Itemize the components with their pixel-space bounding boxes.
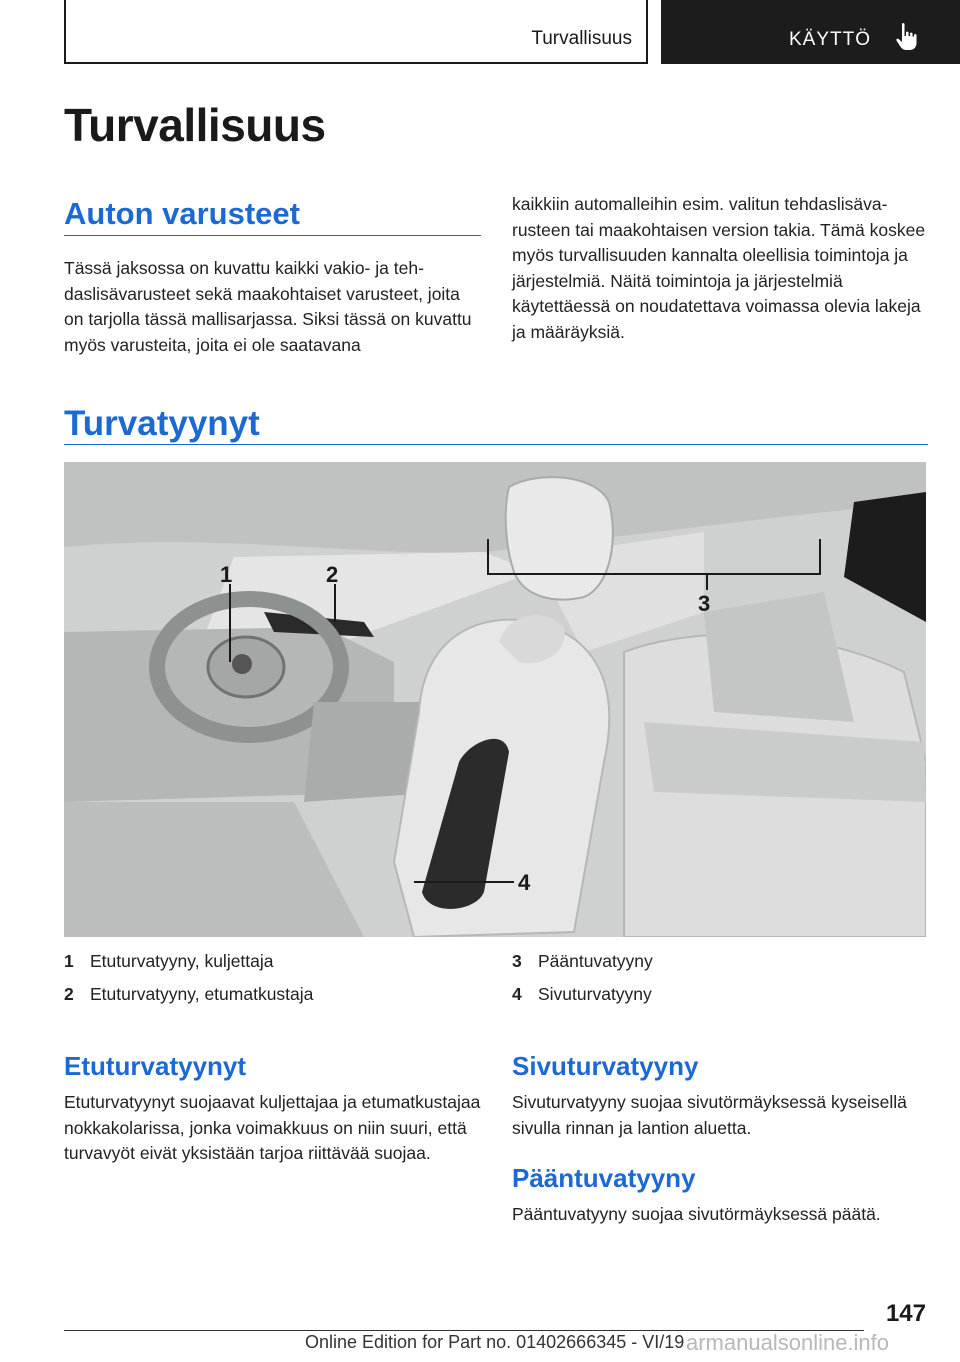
side-airbag-paragraph: Sivuturvatyyny suojaa sivutörmäyksessä kyseisellä sivulla rinnan ja lantion aluetta. — [512, 1092, 907, 1138]
airbag-locations-figure — [64, 462, 926, 937]
front-airbags-heading: Etuturvatyynyt — [64, 1051, 247, 1081]
caption-text: Sivuturvatyyny — [538, 984, 652, 1004]
airbags-heading: Turvatyynyt — [64, 404, 260, 443]
header-chapter-label: KÄYTTÖ — [789, 29, 872, 50]
head-airbag-heading: Pääntuvatyyny — [512, 1163, 696, 1193]
caption-text: Etuturvatyyny, etumatkustaja — [90, 984, 314, 1004]
figure-label-2: 2 — [326, 562, 339, 587]
caption-number: 4 — [512, 984, 522, 1004]
caption-text: Etuturvatyyny, kuljettaja — [90, 951, 274, 971]
equipment-paragraph-left: Tässä jaksossa on kuvattu kaikki vakio- ja tehdaslisävarusteet sekä maakohtaiset varusteet, joita on tarjolla tässä mallisarjassa. Siksi tässä on kuvattu myös varusteita, joita ei ole saatavana — [64, 258, 472, 355]
front-airbags-paragraph: Etuturvatyynyt suojaavat kuljettajaa ja etumatkustajaa nokkakolarissa, jonka voimakkuus on niin suuri, että turvavyöt eivät yksistään tarjoa riittävää suojaa. — [64, 1092, 481, 1163]
pointing-hand-icon — [894, 22, 920, 52]
equipment-paragraph-right: kaikkiin automalleihin esim. valitun tehdaslisävarusteen tai maakohtaisen version takia. Tämä koskee myös turvallisuuden kannalta oleellisia toimintoja ja järjestelmiä. Näitä toimintoja ja järjestelmiä käytettäessä on noudatettava voimassa olevia lakeja ja määräyksiä. — [512, 194, 926, 342]
figure-label-3: 3 — [698, 591, 711, 616]
caption-item — [512, 984, 652, 1005]
car-interior-illustration — [64, 462, 926, 937]
header-section-label: Turvallisuus — [531, 28, 632, 49]
caption-item — [64, 951, 274, 972]
figure-label-1: 1 — [220, 562, 233, 587]
equipment-heading: Auton varusteet — [64, 196, 300, 231]
caption-number: 1 — [64, 951, 74, 971]
caption-item — [64, 984, 313, 1005]
airbags-heading-rule — [64, 444, 928, 445]
watermark: armanualsonline.info — [686, 1330, 890, 1355]
page-title: Turvallisuus — [64, 99, 326, 151]
figure-label-4: 4 — [518, 870, 531, 895]
page-number: 147 — [885, 1300, 926, 1327]
footer-edition: Online Edition for Part no. 01402666345 - VI/19 — [305, 1332, 685, 1352]
caption-item — [512, 951, 653, 972]
caption-number: 3 — [512, 951, 522, 971]
side-airbag-heading: Sivuturvatyyny — [512, 1051, 699, 1081]
caption-text: Pääntuvatyyny — [538, 951, 653, 971]
head-airbag-paragraph: Pääntuvatyyny suojaa sivutörmäyksessä päätä. — [512, 1204, 881, 1224]
caption-number: 2 — [64, 984, 74, 1004]
header-section-box — [64, 0, 648, 64]
equipment-heading-rule — [64, 235, 481, 236]
